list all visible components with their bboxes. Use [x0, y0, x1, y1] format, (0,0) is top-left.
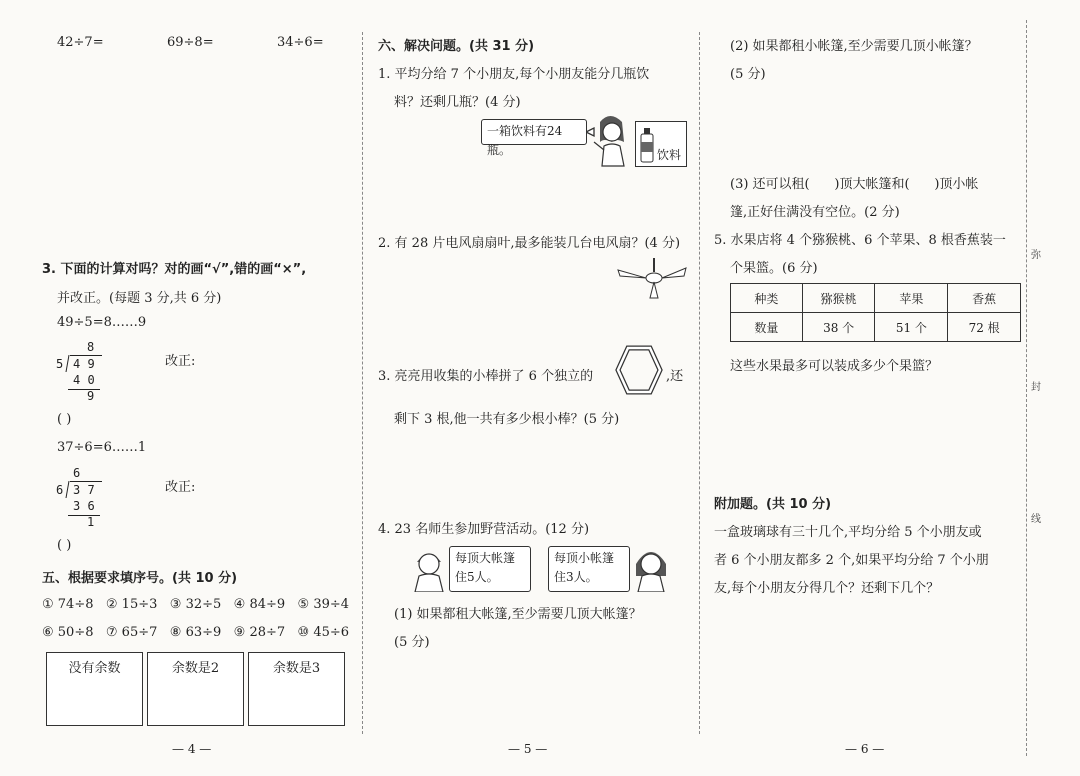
box-remainder-3[interactable]	[248, 652, 345, 726]
calc2-divisor: 6	[56, 483, 64, 497]
page-number-6: — 6 —	[845, 742, 885, 756]
fruit-header-apple: 苹果	[875, 284, 948, 313]
q4-bubble2-line2: 住3人。	[554, 570, 598, 584]
fruit-header-banana: 香蕉	[948, 284, 1021, 313]
calc1-fix-label: 改正:	[165, 354, 196, 369]
q3-title-line2: 并改正。(每题 3 分,共 6 分)	[57, 291, 222, 306]
fruit-value-label: 数量	[731, 313, 803, 342]
q5-line1: 5. 水果店将 4 个猕猴桃、6 个苹果、8 根香蕉装一	[714, 233, 1006, 248]
girl-illustration-icon	[632, 544, 670, 592]
calc2-bar	[70, 481, 102, 482]
seal-char-1: 弥	[1031, 250, 1041, 261]
q4-bubble-small-tent	[548, 546, 630, 592]
q4-sub1-line2: (5 分)	[394, 635, 430, 650]
q4-sub1-line1: (1) 如果都租大帐篷,至少需要几顶大帐篷？	[394, 607, 642, 622]
q1-line1: 1. 平均分给 7 个小朋友,每个小朋友能分几瓶饮	[378, 67, 650, 82]
q4-sub2-line2: (5 分)	[730, 67, 766, 82]
q2-text: 2. 有 28 片电风扇扇叶,最多能装几台电风扇？(4 分)	[378, 236, 681, 251]
bottle-icon	[640, 128, 654, 164]
page-number-5: — 5 —	[508, 742, 548, 756]
division-item-2: 69÷8=	[167, 35, 214, 50]
teacher-illustration-icon	[586, 112, 634, 168]
q3-line2: 剩下 3 根,他一共有多少根小棒？(5 分)	[394, 412, 620, 427]
calc1-equation: 49÷5=8……9	[57, 315, 147, 330]
fruit-value-banana: 72 根	[948, 313, 1021, 342]
q5-question: 这些水果最多可以装成多少个果篮？	[730, 359, 939, 374]
q1-bubble-text: 一箱饮料有24瓶。	[487, 124, 563, 157]
bonus-line3: 友,每个小朋友分得几个？还剩下几个？	[714, 581, 940, 596]
fruit-value-apple: 51 个	[875, 313, 948, 342]
q4-sub3-line2: 篷,正好住满没有空位。(2 分)	[730, 205, 900, 220]
column-divider-1	[362, 32, 363, 734]
q4-sub2-line1: (2) 如果都租小帐篷,至少需要几顶小帐篷？	[730, 39, 978, 54]
fruit-value-kiwi: 38 个	[802, 313, 875, 342]
box-label-remainder-2: 余数是2	[171, 661, 220, 676]
sec5-options-row1: ① 74÷8 ② 15÷3 ③ 32÷5 ④ 84÷9 ⑤ 39÷4	[42, 597, 350, 612]
fruit-table-value-row	[731, 313, 1021, 342]
box-label-remainder-3: 余数是3	[272, 661, 321, 676]
division-item-1: 42÷7=	[57, 35, 104, 50]
q3-line1b: ,还	[666, 369, 684, 384]
division-item-3: 34÷6=	[277, 35, 324, 50]
calc2-quotient: 6	[73, 466, 81, 480]
box-label-no-remainder: 没有余数	[68, 661, 121, 676]
calc2-bracket	[66, 481, 70, 498]
calc1-quotient: 8	[87, 340, 95, 354]
sec6-title: 六、解决问题。(共 31 分)	[378, 39, 535, 54]
fruit-table	[730, 283, 1021, 342]
drink-box-label: 饮料	[657, 148, 682, 162]
calc1-bar	[70, 355, 102, 356]
calc1-remainder: 9	[87, 389, 95, 403]
bonus-line1: 一盒玻璃球有三十几个,平均分给 5 个小朋友或	[714, 525, 982, 540]
fruit-header-kiwi: 猕猴桃	[802, 284, 875, 313]
fruit-header-type: 种类	[731, 284, 803, 313]
calc1-product: 4 0	[73, 373, 95, 387]
q3-title: 3. 下面的计算对吗？对的画“√”,错的画“×”,	[42, 262, 307, 277]
calc2-dividend: 3 7	[73, 483, 95, 497]
seal-char-3: 线	[1031, 514, 1041, 525]
q3-line1a: 3. 亮亮用收集的小棒拼了 6 个独立的	[378, 369, 594, 384]
calc1-dividend: 4 9	[73, 357, 95, 371]
ceiling-fan-icon	[616, 258, 688, 300]
q4-bubble-big-tent	[449, 546, 531, 592]
q1-line2: 料？还剩几瓶？(4 分)	[394, 95, 521, 110]
calc2-remainder: 1	[87, 515, 95, 529]
drink-box	[635, 121, 687, 167]
page-number-4: — 4 —	[172, 742, 212, 756]
calc2-product: 3 6	[73, 499, 95, 513]
calc2-fix-label: 改正:	[165, 480, 196, 495]
boy-illustration-icon	[411, 546, 447, 592]
q4-bubble1-line2: 住5人。	[455, 570, 499, 584]
hexagon-sticks-icon	[614, 344, 664, 396]
calc2-answer-bracket[interactable]: ( )	[57, 538, 72, 553]
calc2-bar2	[68, 515, 100, 516]
box-no-remainder[interactable]	[46, 652, 143, 726]
calc1-bracket	[66, 355, 70, 372]
sec5-title: 五、根据要求填序号。(共 10 分)	[42, 571, 238, 586]
box-remainder-2[interactable]	[147, 652, 244, 726]
q5-line2: 个果篮。(6 分)	[730, 261, 818, 276]
fruit-table-header-row	[731, 284, 1021, 313]
seal-line	[1026, 20, 1027, 756]
q4-sub3-line1: (3) 还可以租( )顶大帐篷和( )顶小帐	[730, 177, 979, 192]
q4-bubble2-line1: 每顶小帐篷	[554, 551, 615, 565]
q1-speech-bubble	[481, 119, 587, 157]
q4-title: 4. 23 名师生参加野营活动。(12 分)	[378, 522, 590, 537]
bonus-title: 附加题。(共 10 分)	[714, 497, 832, 512]
q4-bubble1-line1: 每顶大帐篷	[455, 551, 516, 565]
sec5-options-row2: ⑥ 50÷8 ⑦ 65÷7 ⑧ 63÷9 ⑨ 28÷7 ⑩ 45÷6	[42, 625, 350, 640]
calc1-divisor: 5	[56, 357, 64, 371]
calc2-equation: 37÷6=6……1	[57, 440, 147, 455]
bonus-line2: 者 6 个小朋友都多 2 个,如果平均分给 7 个小朋	[714, 553, 989, 568]
seal-char-2: 封	[1031, 382, 1041, 393]
column-divider-2	[699, 32, 700, 734]
calc1-answer-bracket[interactable]: ( )	[57, 412, 72, 427]
calc1-bar2	[68, 389, 100, 390]
